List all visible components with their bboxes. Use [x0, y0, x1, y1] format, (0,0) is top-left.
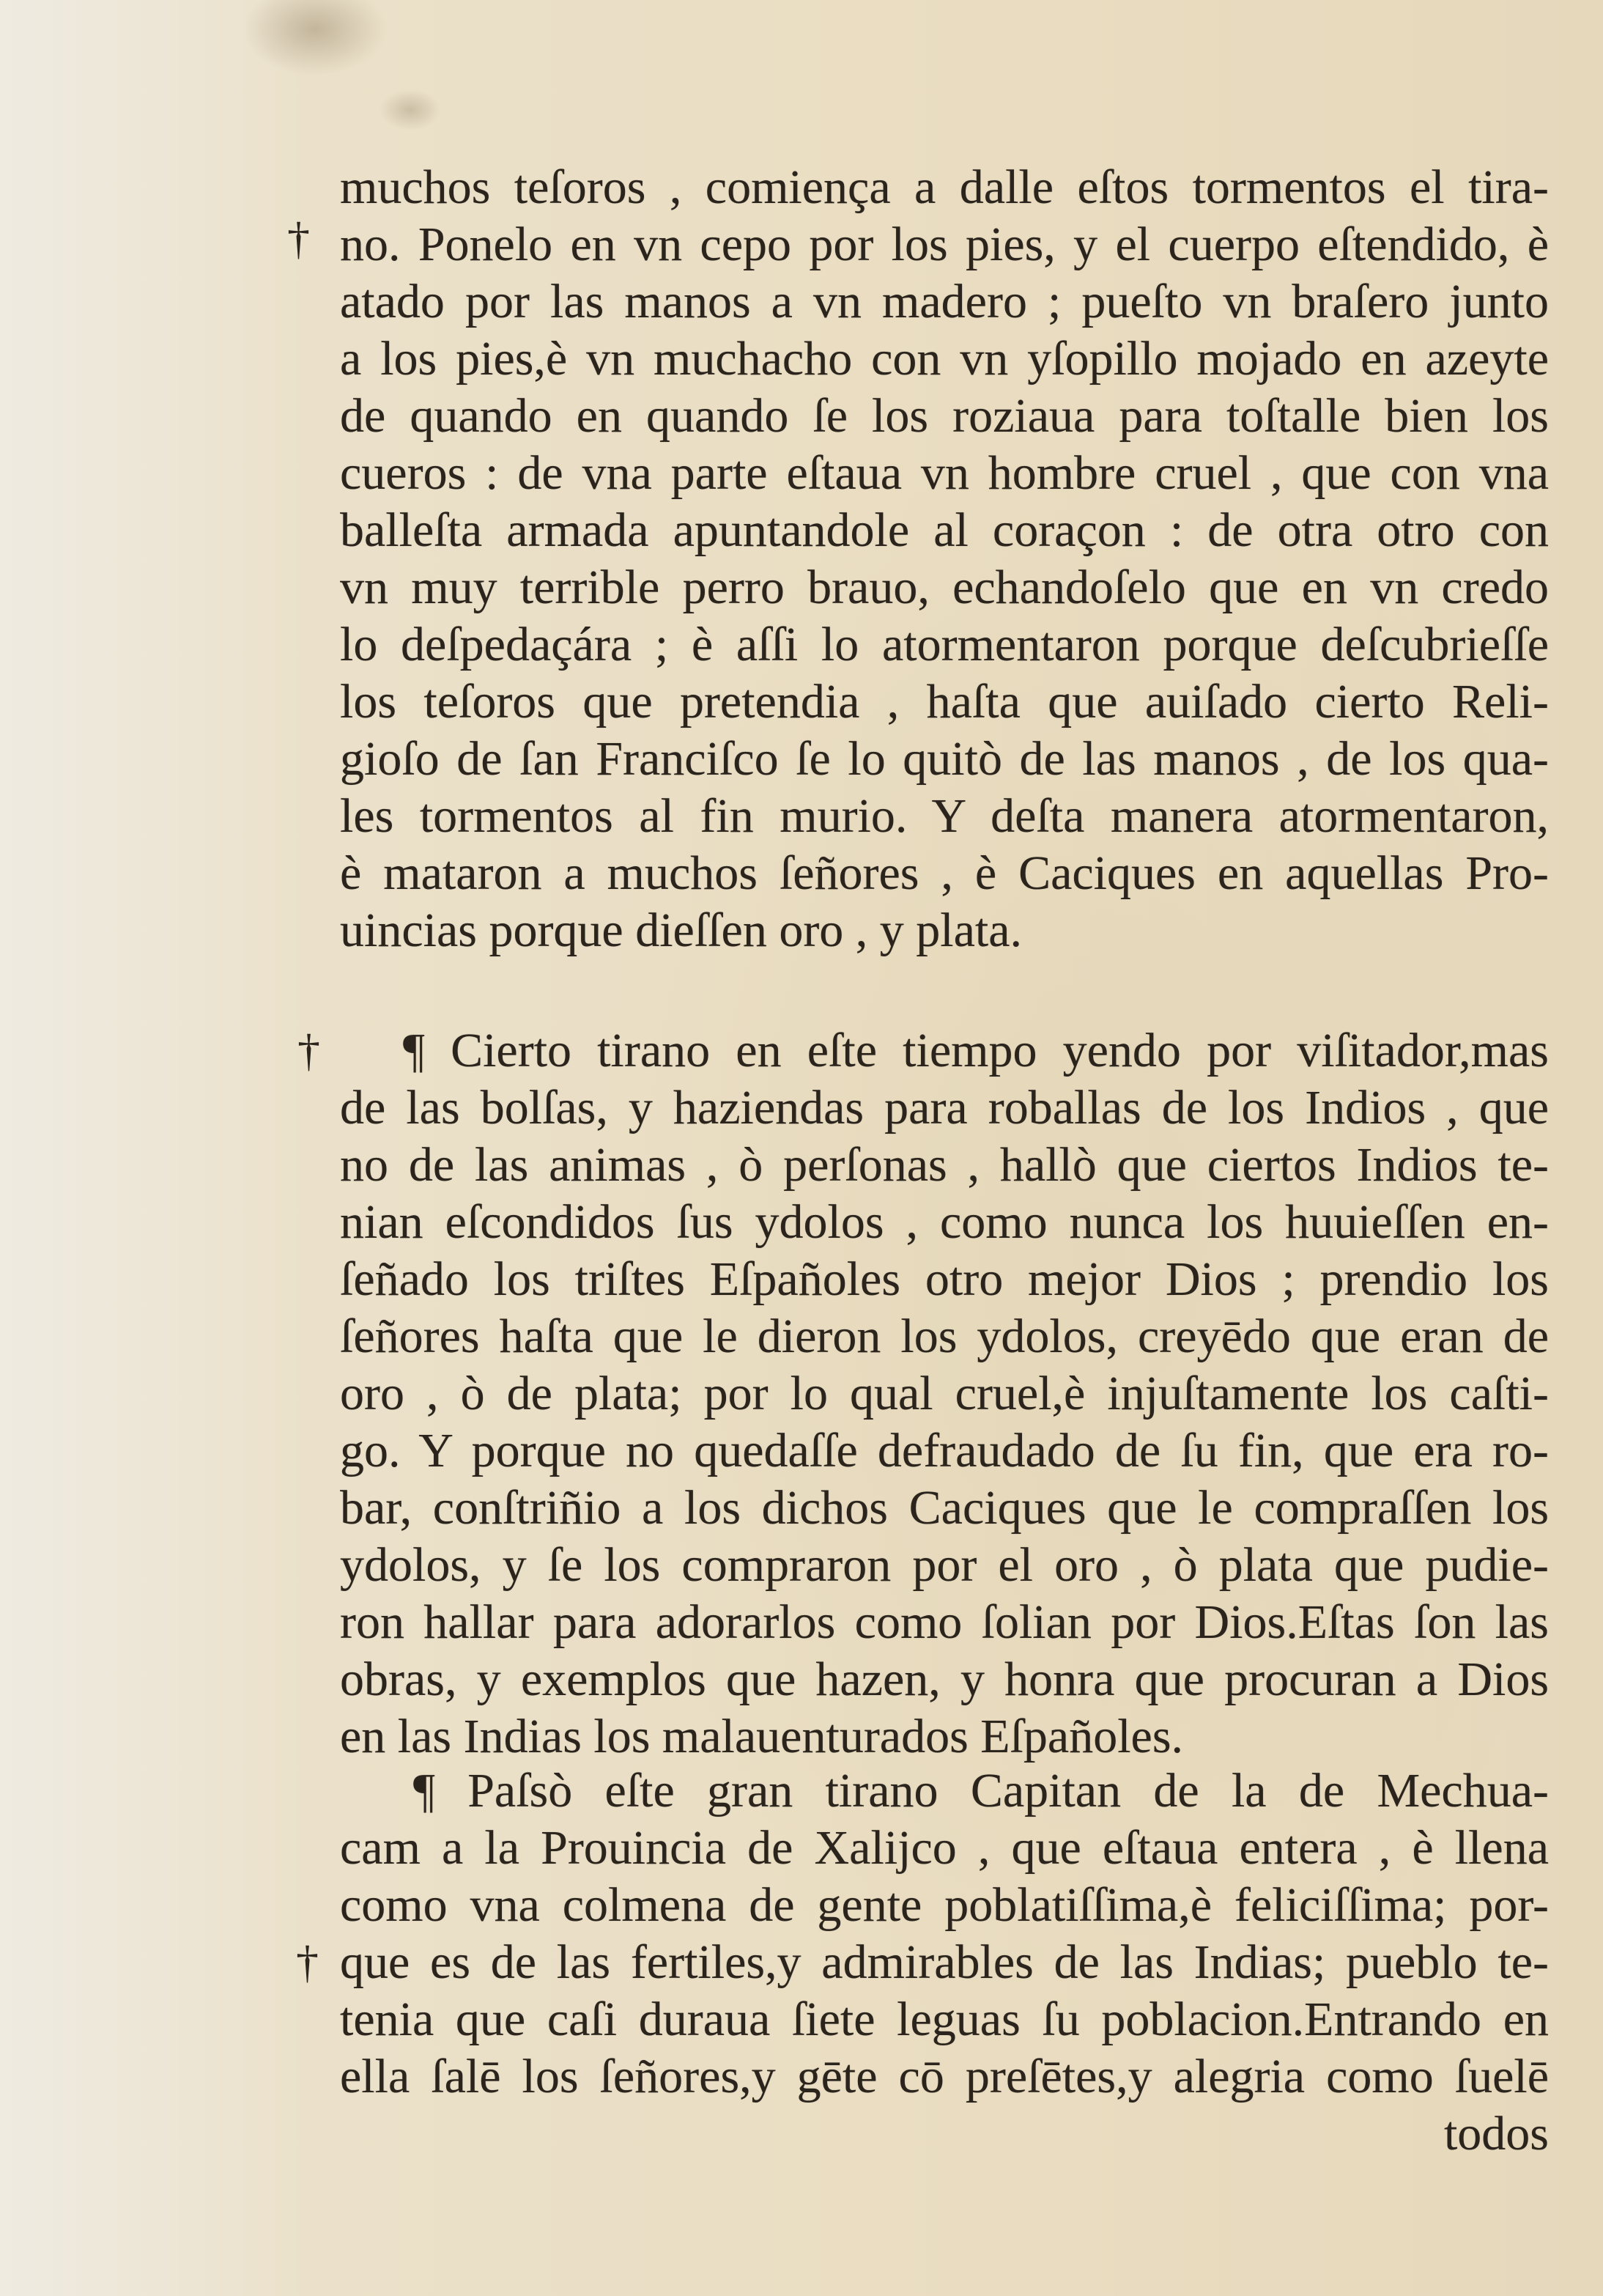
text-line: los teſoros que pretendia , haſta que auiſado cierto Reli-: [340, 675, 1549, 728]
text-line: oro , ò de plata; por lo qual cruel,è injuſtamente los caſti-: [340, 1367, 1549, 1420]
text-line: ron hallar para adorarlos como ſolian por Dios.Eſtas ſon las: [340, 1595, 1549, 1649]
text-line: cueros : de vna parte eſtaua vn hombre cruel , que con vna: [340, 446, 1549, 500]
text-line: è mataron a muchos ſeñores , è Caciques en aquellas Pro-: [340, 846, 1549, 900]
paragraph: [340, 1022, 1549, 1765]
text-line: uincias porque dieſſen oro , y plata.: [340, 904, 1023, 957]
text-line: tenia que caſi duraua ſiete leguas ſu poblacion.Entrando en: [340, 1993, 1549, 2046]
margin-dagger-mark: †: [287, 214, 310, 264]
margin-dagger-mark: †: [296, 1938, 319, 1987]
text-line: ¶ Paſsò eſte gran tirano Capitan de la de Mechua-: [413, 1764, 1549, 1817]
text-line: obras, y exemplos que hazen, y honra que procuran a Dios: [340, 1653, 1549, 1706]
text-line: a los pies,è vn muchacho con vn yſopillo mojado en azeyte: [340, 332, 1549, 385]
text-line: gioſo de ſan Franciſco ſe lo quitò de las manos , de los qua-: [340, 732, 1549, 786]
text-line: balleſta armada apuntandole al coraçon : de otra otro con: [340, 503, 1549, 557]
text-line: muchos teſoros , comiença a dalle eſtos tormentos el tira-: [340, 160, 1549, 214]
text-line: no. Ponelo en vn cepo por los pies, y el cuerpo eſtendido, è: [340, 218, 1549, 271]
text-line: ydolos, y ſe los compraron por el oro , ò plata que pudie-: [340, 1538, 1549, 1592]
text-line: ſeñores haſta que le dieron los ydolos, creyēdo que eran de: [340, 1310, 1549, 1363]
text-line: de las bolſas, y haziendas para roballas de los Indios , que: [340, 1081, 1549, 1134]
text-line: ella ſalē los ſeñores,y gēte cō preſētes,y alegria como ſuelē: [340, 2050, 1549, 2103]
text-line: ¶ Cierto tirano en eſte tiempo yendo por viſitador,mas: [403, 1024, 1549, 1077]
text-line: ſeñado los triſtes Eſpañoles otro mejor Dios ; prendio los: [340, 1252, 1549, 1306]
text-line: vn muy terrible perro brauo, echandoſelo que en vn credo: [340, 561, 1549, 614]
text-line: que es de las fertiles,y admirables de las Indias; pueblo te-: [340, 1935, 1549, 1989]
margin-dagger-mark: †: [297, 1026, 320, 1076]
text-line: en las Indias los malauenturados Eſpañoles.: [340, 1710, 1184, 1763]
paragraph: [340, 1762, 1549, 2105]
text-line: les tormentos al fin murio. Y deſta manera atormentaron,: [340, 789, 1549, 843]
text-line: go. Y porque no quedaſſe defraudado de ſu fin, que era ro-: [340, 1424, 1549, 1477]
text-line: como vna colmena de gente poblatiſſima,è feliciſſima; por-: [340, 1878, 1549, 1932]
catchword: todos: [1443, 2107, 1549, 2160]
text-line: atado por las manos a vn madero ; pueſto vn braſero junto: [340, 275, 1549, 328]
text-line: nian eſcondidos ſus ydolos , como nunca los huuieſſen en-: [340, 1195, 1549, 1249]
text-line: de quando en quando ſe los roziaua para toſtalle bien los: [340, 389, 1549, 443]
paragraph: [340, 159, 1549, 959]
text-line: bar, conſtriñio a los dichos Caciques que le compraſſen los: [340, 1481, 1549, 1535]
text-line: lo deſpedaçára ; è aſſi lo atormentaron porque deſcubrieſſe: [340, 618, 1549, 671]
text-line: cam a la Prouincia de Xalijco , que eſtaua entera , è llena: [340, 1821, 1549, 1875]
text-line: no de las animas , ò perſonas , hallò que ciertos Indios te-: [340, 1138, 1549, 1192]
